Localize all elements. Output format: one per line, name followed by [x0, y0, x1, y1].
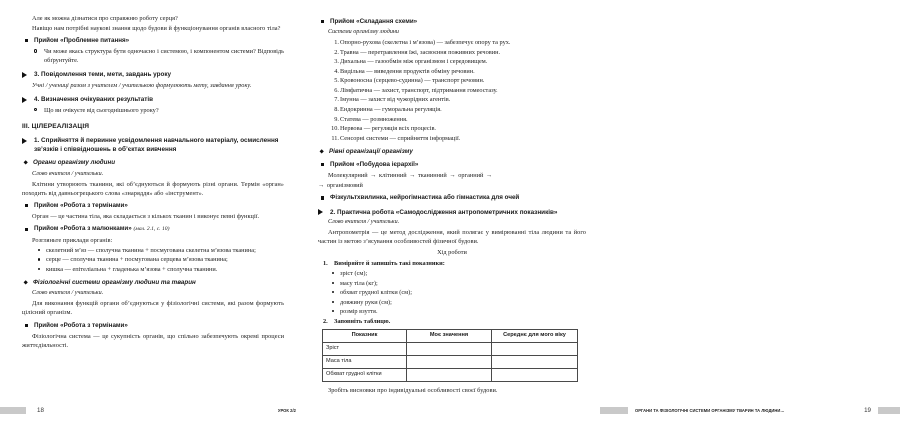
priyom-problem-question-text: Чи може якась структура бути одночасно і системою, і компонентом системи? Відповідь обґрунтуйте. [44, 48, 284, 65]
list-item-text: розмір взуття. [340, 308, 378, 316]
list-item [22, 246, 284, 255]
scheme-block-subtitle: Системи організму людини [328, 29, 399, 36]
square-bullet-icon [25, 324, 28, 327]
list-item-text: масу тіла (кг); [340, 279, 378, 287]
diamond-bullet-icon [23, 161, 28, 166]
organs-block-label: Органи організму людини [33, 159, 116, 167]
left-page-body [22, 14, 284, 350]
pictures-block-heading [22, 225, 284, 234]
break-block-heading [318, 194, 586, 203]
list-item-number: 11. [331, 134, 339, 142]
hierarchy-chain-line-2: → організмовий [318, 181, 363, 189]
section-3-heading [22, 70, 284, 79]
list-item-number: 10. [331, 125, 339, 133]
list-item [318, 67, 586, 76]
table-cell-average[interactable] [492, 356, 578, 369]
square-bullet-icon [25, 228, 28, 231]
physio-paragraph: Для виконання функцій органи об’єднуються у фізіологічні системи, які разом формують цілісний організм. [22, 300, 284, 317]
list-item [318, 86, 586, 95]
list-item-text: обхват грудної клітки (см); [340, 289, 412, 297]
list-item [318, 57, 586, 66]
list-item-text: Сенсорні системи — сприйняття інформації. [340, 134, 461, 142]
table-header-cell: Показник [323, 330, 407, 343]
dot-bullet-icon [332, 282, 334, 284]
list-item-text: Ендокринна — гуморальна регуляція. [340, 106, 442, 114]
right-page [300, 0, 871, 433]
break-block-label: Фізкультхвилинка, нейрогімнастика або гімнастика для очей [330, 194, 520, 202]
section-4-label: 4. Визначення очікуваних результатів [34, 96, 154, 104]
work-procedure-title: Хід роботи [437, 248, 467, 256]
table-cell-my-value[interactable] [407, 369, 492, 382]
triangle-bullet-icon [22, 97, 27, 103]
priyom-problem-heading [22, 37, 284, 46]
list-item-text: довжину руки (см); [340, 298, 392, 306]
terms-block-2-definition: Фізіологічна система — це сукупність органів, що спільно забезпечують окремі процеси життєдіяльності. [22, 332, 284, 350]
table-cell-average[interactable] [492, 369, 578, 382]
dot-bullet-icon [38, 258, 40, 260]
section-4-heading [22, 95, 284, 104]
square-bullet-icon [321, 20, 324, 23]
list-item-text: Кровоносна (серцево-судинна) — транспорт речовин. [340, 77, 485, 85]
physio-teacher-word: Слово вчителя / учительки. [32, 290, 104, 297]
hierarchy-block-label: Прийом «Побудова ієрархії» [330, 160, 419, 168]
list-item [318, 124, 586, 133]
list-item-text: Опорно-рухова (скелетна і м’язова) — забезпечує опору та рух. [340, 39, 511, 47]
table-header-cell: Моє значення [407, 330, 492, 343]
organs-teacher-word: Слово вчителя / учительки. [32, 170, 104, 177]
list-item [318, 269, 586, 278]
list-item-number: 3. [334, 58, 339, 66]
organ-examples-list [22, 246, 284, 274]
circle-bullet-icon [34, 49, 37, 52]
dot-bullet-icon [38, 268, 40, 270]
footer-bar-left [600, 407, 628, 414]
list-item [318, 76, 586, 85]
pictures-block-reference: (мал. 2.1, с. 10) [133, 226, 170, 233]
list-item-text: зріст (см); [340, 270, 368, 278]
section-2-label: 2. Практична робота «Самодослідження антропометричних показників» [330, 208, 558, 216]
organs-block-heading [22, 159, 284, 168]
table-row [323, 369, 578, 382]
list-item-number: 1. [323, 259, 328, 267]
left-page-number: 18 [37, 407, 44, 414]
hierarchy-block-heading [318, 161, 586, 170]
list-item [318, 38, 586, 47]
right-page-body [318, 18, 586, 396]
list-item [318, 115, 586, 124]
list-item-text: Лімфатична — захист, транспорт, підтримання гомеостазу. [340, 86, 498, 94]
table-row [323, 356, 578, 369]
left-page [0, 0, 300, 433]
pictures-block-lead: Розгляньте приклади органів: [32, 236, 113, 244]
list-item [22, 255, 284, 264]
list-item-text: Травна — перетравлення їжі, засвоєння поживних речовин. [340, 48, 501, 56]
table-cell-average[interactable] [492, 343, 578, 356]
intro-paragraph-1: Але як можна дізнатися про справжню роботу серця? [32, 15, 178, 22]
triangle-bullet-icon [22, 72, 27, 78]
list-item [318, 298, 586, 307]
scheme-block-heading [318, 18, 586, 27]
list-item-number: 4. [334, 67, 339, 75]
section-2-conclusion: Зробіть висновки про індивідуальні особливості своєї будови. [328, 387, 498, 395]
list-item [318, 288, 586, 297]
levels-heading-label: Рівні організації організму [329, 147, 413, 155]
list-item-number: 8. [334, 106, 339, 114]
list-item [318, 134, 586, 143]
list-item-text: скелетний м’яз — сполучна тканина + посмугована скелетна м’язова тканина; [46, 246, 256, 254]
list-item-text: Дихальна — газообмін між організмом і середовищем. [340, 58, 488, 66]
work-steps-list [318, 259, 586, 268]
table-cell-indicator: Маса тіла [323, 356, 407, 369]
square-bullet-icon [321, 196, 324, 199]
priyom-problem-label: Прийом «Проблемне питання» [34, 36, 130, 44]
hierarchy-chain [318, 171, 586, 190]
list-item-text: Нервова — регуляція всіх процесів. [340, 125, 437, 133]
section-2-paragraph: Антропометрія — це метод дослідження, який полягає у вимірюванні тіла людини та його частин із метою з’ясування особливостей фізичної будови. [318, 229, 586, 246]
terms-block-1-label: Прийом «Робота з термінами» [34, 201, 128, 209]
list-item-number: 5. [334, 77, 339, 85]
list-item [318, 317, 586, 326]
list-item [318, 307, 586, 316]
terms-block-2-heading [22, 322, 284, 331]
list-item-text: Заповніть таблицю. [334, 318, 391, 326]
triangle-bullet-icon [318, 209, 323, 215]
square-bullet-icon [25, 204, 28, 207]
levels-heading [318, 148, 586, 157]
circle-bullet-icon [34, 108, 37, 111]
dot-bullet-icon [38, 249, 40, 251]
section-4-question [22, 106, 284, 115]
terms-block-2-label: Прийом «Робота з термінами» [34, 321, 128, 329]
terms-block-1-heading [22, 202, 284, 211]
list-item-number: 2. [334, 48, 339, 56]
list-item-text: Видільна — виведення продуктів обміну речовин. [340, 67, 475, 75]
list-item-number: 2. [323, 318, 328, 326]
table-cell-indicator: Зріст [323, 343, 407, 356]
dot-bullet-icon [332, 272, 334, 274]
footer-bar-left [0, 407, 26, 414]
list-item-number: 7. [334, 96, 339, 104]
hierarchy-chain-line-1: Молекулярний → клітинний → тканинний → органний → [328, 172, 493, 180]
list-item-text: Статева — розмноження. [340, 115, 408, 123]
list-item [318, 48, 586, 57]
terms-block-1-definition: Орган — це частина тіла, яка складається з кількох тканин і виконує певні функції. [32, 213, 260, 221]
list-item-text: Імунна — захист від чужорідних агентів. [340, 96, 451, 104]
measurements-list [318, 269, 586, 316]
dot-bullet-icon [332, 301, 334, 303]
pictures-block-label: Прийом «Робота з малюнками» [34, 225, 132, 233]
table-header-row [323, 330, 578, 343]
left-page-footer [0, 405, 300, 416]
table-row [323, 343, 578, 356]
table-cell-my-value[interactable] [407, 343, 492, 356]
roman-section-heading: III. ЦІЛЕРЕАЛІЗАЦІЯ [22, 123, 90, 131]
physio-block-label: Фізіологічні системи організму людини та тварин [33, 279, 196, 287]
section-2-teacher-word: Слово вчителя / учительки. [328, 219, 400, 226]
priyom-problem-question [22, 47, 284, 65]
dot-bullet-icon [332, 291, 334, 293]
diamond-bullet-icon [23, 280, 28, 285]
section-1-label: 1. Сприйняття й первинне усвідомлення навчального матеріалу, осмислення зв’язків і співвідношень в об’єктах вивчення [34, 137, 279, 154]
list-item [22, 265, 284, 274]
right-footer-running-title: ОРГАНИ ТА ФІЗІОЛОГІЧНІ СИСТЕМИ ОРГАНІЗМУ ТВАРИН ТА ЛЮДИНИ… [635, 408, 785, 413]
square-bullet-icon [321, 163, 324, 166]
left-footer-lesson-label: УРОК 2/2 [277, 408, 296, 413]
organs-paragraph: Клітини утворюють тканини, які об’єднуються й формують різні органи. Термін «орган» походить від давньогрецького слова «знаряддя» або «інструмент». [22, 180, 284, 197]
physio-block-heading [22, 279, 284, 288]
right-page-number: 19 [864, 407, 871, 414]
work-steps-list-2 [318, 317, 586, 326]
section-3-label: 3. Повідомлення теми, мети, завдань уроку [34, 71, 172, 79]
triangle-bullet-icon [22, 138, 27, 144]
section-2-heading [318, 208, 586, 217]
right-page-footer [600, 405, 900, 416]
list-item-number: 9. [334, 115, 339, 123]
dot-bullet-icon [332, 310, 334, 312]
section-1-heading [22, 136, 284, 154]
intro-paragraph-2: Навіщо нам потрібні наукові знання щодо будови й функціонування органів власного тіла? [32, 24, 281, 32]
section-3-italic-text: Учні / учениці разом з учителем / учителькою формулюють мету, завдання уроку. [32, 81, 252, 89]
table-header-cell: Середнє для мого віку [492, 330, 578, 343]
list-item-text: кишка — епітеліальна + гладенька м’язова + сполучна тканини. [46, 265, 218, 273]
diamond-bullet-icon [319, 149, 324, 154]
section-4-question-text: Що ви очікуєте від сьогоднішнього уроку? [44, 106, 159, 114]
list-item [318, 105, 586, 114]
list-item-text: Виміряйте й запишіть такі показники: [334, 259, 445, 267]
body-systems-list [318, 38, 586, 143]
list-item [318, 259, 586, 268]
list-item-number: 1. [334, 39, 339, 47]
anthropometry-table [322, 329, 578, 382]
list-item [318, 95, 586, 104]
scheme-block-label: Прийом «Складання схеми» [330, 18, 418, 25]
footer-bar-right [878, 407, 900, 414]
list-item-text: серце — сполучна тканина + посмугована серцева м’язова тканина; [46, 256, 228, 264]
list-item [318, 279, 586, 288]
table-cell-indicator: Обхват грудної клітки [323, 369, 407, 382]
square-bullet-icon [25, 39, 28, 42]
list-item-number: 6. [334, 86, 339, 94]
table-cell-my-value[interactable] [407, 356, 492, 369]
